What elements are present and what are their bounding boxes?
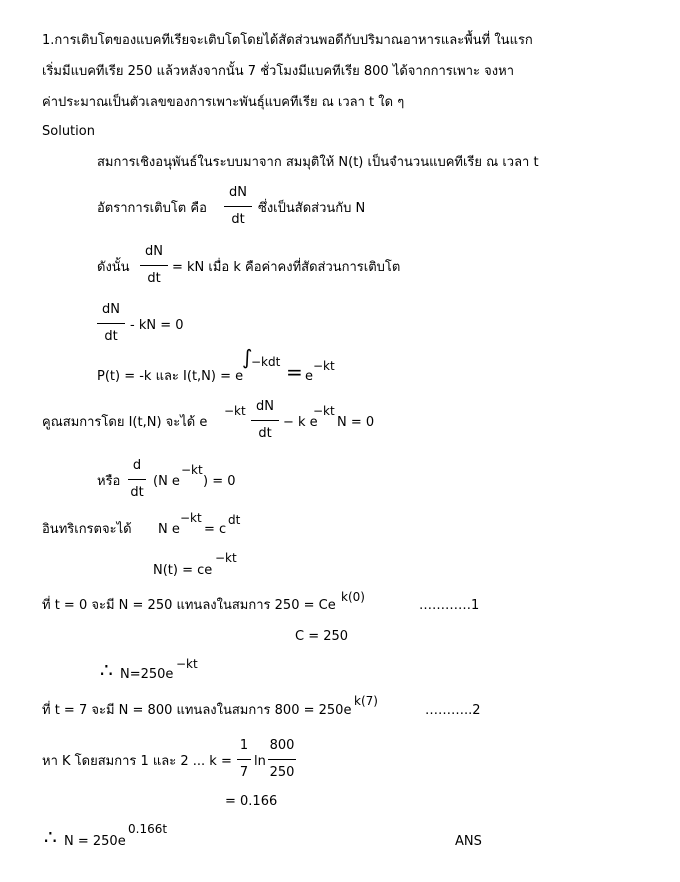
therefore-symbol: ∴	[100, 658, 113, 682]
fraction-bar	[128, 479, 146, 480]
fraction-numerator: dN	[229, 185, 247, 200]
step-or-label: หรือ	[97, 474, 121, 489]
step-growth-rate-proportional: ซึ่งเป็นสัดส่วนกับ N	[258, 201, 366, 216]
answer-label: ANS	[455, 834, 482, 849]
step-find-k: หา K โดยสมการ 1 และ 2 ... k =	[42, 754, 232, 769]
fraction-bar	[251, 420, 279, 421]
equals-sign: =	[286, 360, 303, 384]
fraction-bar	[268, 759, 296, 760]
therefore-symbol: ∴	[44, 825, 57, 849]
base-e: e	[305, 369, 313, 384]
fraction-one-seventh	[237, 738, 251, 781]
fraction-dn-dt-2	[140, 244, 168, 287]
step-multiply-middle: − k e	[283, 415, 318, 430]
step-initial-condition: ที่ t = 0 จะมี N = 250 แทนลงในสมการ 250 = Ce	[42, 598, 336, 613]
fraction-d-dt	[128, 458, 146, 501]
step-constant-value: C = 250	[295, 629, 349, 644]
exponent-k0: k(0)	[341, 590, 365, 604]
exponent-kt: −kt	[215, 551, 237, 565]
exponent-0166t: 0.166t	[128, 822, 168, 836]
fraction-denominator: dt	[147, 271, 161, 286]
step-substituted-solution: N=250e	[120, 667, 174, 682]
step-or-middle: (N e	[153, 474, 180, 489]
ln-operator: ln	[254, 754, 266, 769]
exponent-kt: −kt	[181, 463, 203, 477]
fraction-bar	[224, 206, 252, 207]
final-answer: N = 250e	[64, 834, 126, 849]
step-or-end: ) = 0	[203, 474, 236, 489]
fraction-bar	[237, 759, 251, 760]
fraction-numerator: d	[132, 458, 142, 473]
equation-ref-1: …………1	[419, 598, 480, 613]
equation-ref-2: ………..2	[425, 703, 481, 718]
exponent-kt: −kt	[313, 404, 335, 418]
fraction-800-250	[268, 738, 296, 781]
fraction-dn-dt-4	[251, 399, 279, 442]
exponent-kt: −kt	[176, 657, 198, 671]
fraction-numerator: 1	[239, 738, 249, 753]
exponent-kdt: −kdt	[251, 355, 281, 369]
fraction-numerator: dN	[102, 302, 120, 317]
exponent-kt: −kt	[313, 359, 335, 373]
step-therefore-label: ดังนั้น	[97, 260, 130, 275]
step-integrate-lhs: N e	[158, 522, 180, 537]
fraction-bar	[97, 323, 125, 324]
step-de-intro: สมการเชิงอนุพันธ์ในระบบมาจาก สมมุติให้ N(t) เป็นจำนวนแบคทีเรีย ณ เวลา t	[97, 155, 539, 170]
exponent-dt: dt	[228, 513, 241, 527]
fraction-denominator: 7	[239, 765, 249, 780]
solution-label: Solution	[42, 124, 95, 139]
step-multiply-end: N = 0	[337, 415, 375, 430]
exponent-kt: −kt	[180, 511, 202, 525]
step-multiply: คูณสมการโดย I(t,N) จะได้ e	[42, 415, 208, 430]
step-integrate-label: อินทริเกรตจะได้	[42, 522, 132, 537]
integral-sign: ∫	[242, 345, 253, 369]
step-integrate-rhs: = c	[204, 522, 227, 537]
fraction-denominator: dt	[258, 426, 272, 441]
step-proportional-equation: = kN เมื่อ k คือค่าคงที่สัดส่วนการเติบโต	[172, 260, 401, 275]
exponent-kt: −kt	[224, 404, 246, 418]
problem-line-2: เริ่มมีแบคทีเรีย 250 แล้วหลังจากนั้น 7 ชั่วโมงมีแบคทีเรีย 800 ได้จากการเพาะ จงหา	[42, 64, 514, 79]
step-general-solution: N(t) = ce	[153, 563, 213, 578]
fraction-dn-dt-3	[97, 302, 125, 345]
step-growth-rate-label: อัตราการเติบโต คือ	[97, 201, 207, 216]
fraction-numerator: dN	[145, 244, 163, 259]
fraction-numerator: dN	[256, 399, 274, 414]
fraction-denominator: dt	[231, 212, 245, 227]
problem-line-1: 1.การเติบโตของแบคทีเรียจะเติบโตโดยได้สัดส่วนพอดีกับปริมาณอาหารและพื้นที่ ในแรก	[42, 33, 533, 48]
step-second-condition: ที่ t = 7 จะมี N = 800 แทนลงในสมการ 800 = 250e	[42, 703, 352, 718]
step-linear-equation: - kN = 0	[130, 318, 184, 333]
fraction-dn-dt-1	[224, 185, 252, 228]
fraction-bar	[140, 265, 168, 266]
exponent-k7: k(7)	[354, 694, 378, 708]
fraction-numerator: 800	[269, 738, 295, 753]
problem-line-3: ค่าประมาณเป็นตัวเลขของการเพาะพันธุ์แบคทีเรีย ณ เวลา t ใด ๆ	[42, 95, 405, 110]
fraction-denominator: 250	[269, 765, 295, 780]
step-k-value: = 0.166	[225, 794, 278, 809]
step-integrating-factor: P(t) = -k และ I(t,N) = e	[97, 369, 244, 384]
fraction-denominator: dt	[104, 329, 118, 344]
fraction-denominator: dt	[130, 485, 144, 500]
